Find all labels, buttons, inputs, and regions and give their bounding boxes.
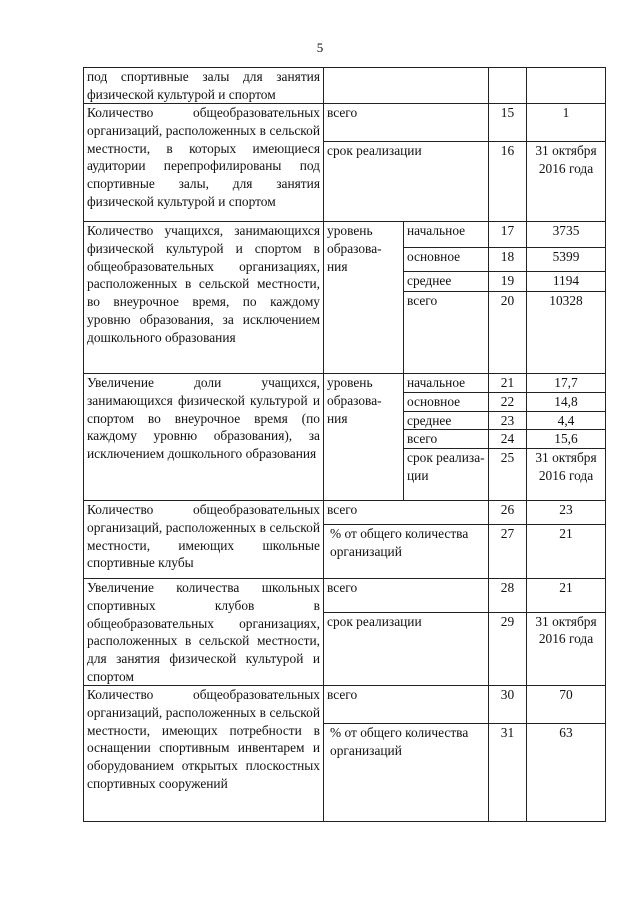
indicator-description: под спортивные залы для занятия физической культурой и спортом <box>84 68 324 104</box>
indicator-value: 23 <box>527 501 606 525</box>
row-number: 19 <box>489 272 527 292</box>
indicator-value: 5399 <box>527 248 606 272</box>
indicator-value: 15,6 <box>527 430 606 449</box>
indicator-label: всего <box>324 579 489 613</box>
row-number: 23 <box>489 411 527 430</box>
row-number: 27 <box>489 525 527 579</box>
indicator-label: основное <box>404 393 489 412</box>
indicator-value: 70 <box>527 686 606 724</box>
row-number: 28 <box>489 579 527 613</box>
indicator-label: % от общего количества организаций <box>324 724 489 822</box>
indicator-description: Количество общеобразовательных организаций, расположенных в сельской местности, имеющих школьные спортивные клубы <box>84 501 324 579</box>
indicator-label: всего <box>324 501 489 525</box>
row-number: 29 <box>489 612 527 686</box>
indicator-label: срок реализации <box>324 142 489 222</box>
indicator-value: 21 <box>527 525 606 579</box>
indicator-description: Увеличение количества школьных спортивных клубов в общеобразовательных организациях, расположенных в сельской местности, для занятия физической культурой и спортом <box>84 579 324 686</box>
indicator-label: срок реализа-ции <box>404 449 489 501</box>
row-number: 25 <box>489 449 527 501</box>
row-number: 17 <box>489 222 527 248</box>
table-row <box>84 501 606 525</box>
indicator-label: среднее <box>404 272 489 292</box>
table-row <box>84 374 606 393</box>
indicator-label: начальное <box>404 222 489 248</box>
indicator-label: всего <box>324 104 489 142</box>
indicator-value: 17,7 <box>527 374 606 393</box>
row-number: 18 <box>489 248 527 272</box>
indicator-description: Количество учащихся, занимающихся физической культурой и спортом в общеобразовательных организациях, расположенных в сельской местности, во внеурочное время, по каждому уровню образования, за исключением дошкольного образования <box>84 222 324 374</box>
row-number: 31 <box>489 724 527 822</box>
indicator-label: начальное <box>404 374 489 393</box>
indicator-value: 31 октября 2016 года <box>527 449 606 501</box>
table-row <box>84 686 606 724</box>
table-row <box>84 222 606 248</box>
row-number <box>489 68 527 104</box>
group-label: уровень образова-ния <box>324 374 404 501</box>
indicator-label <box>324 68 489 104</box>
row-number: 24 <box>489 430 527 449</box>
indicator-value: 4,4 <box>527 411 606 430</box>
table-row <box>84 579 606 613</box>
row-number: 26 <box>489 501 527 525</box>
indicator-value: 1194 <box>527 272 606 292</box>
table-row <box>84 104 606 142</box>
row-number: 15 <box>489 104 527 142</box>
row-number: 21 <box>489 374 527 393</box>
indicator-label: всего <box>324 686 489 724</box>
page-number: 5 <box>316 40 324 55</box>
indicators-table <box>83 67 606 822</box>
indicator-label: срок реализации <box>324 612 489 686</box>
indicator-label: всего <box>404 292 489 374</box>
indicator-value <box>527 68 606 104</box>
indicator-value: 31 октября 2016 года <box>527 142 606 222</box>
indicator-label: всего <box>404 430 489 449</box>
row-number: 16 <box>489 142 527 222</box>
indicator-description: Увеличение доли учащихся, занимающихся физической культурой и спортом во внеурочное время (по каждому уровню образования), за исключением дошкольного образования <box>84 374 324 501</box>
indicator-description: Количество общеобразовательных организаций, расположенных в сельской местности, в которых имеющиеся аудитории перепрофилированы под спортивные залы, для занятия физической культурой и спортом <box>84 104 324 222</box>
indicator-description: Количество общеобразовательных организаций, расположенных в сельской местности, имеющих потребности в оснащении спортивным инвентарем и оборудованием открытых плоскостных спортивных сооружений <box>84 686 324 822</box>
indicator-value: 1 <box>527 104 606 142</box>
row-number: 20 <box>489 292 527 374</box>
indicator-value: 14,8 <box>527 393 606 412</box>
indicator-label: среднее <box>404 411 489 430</box>
row-number: 30 <box>489 686 527 724</box>
indicator-value: 31 октября 2016 года <box>527 612 606 686</box>
indicator-value: 21 <box>527 579 606 613</box>
indicator-value: 63 <box>527 724 606 822</box>
table-row <box>84 68 606 104</box>
indicator-value: 3735 <box>527 222 606 248</box>
indicator-label: % от общего количества организаций <box>324 525 489 579</box>
indicator-label: основное <box>404 248 489 272</box>
row-number: 22 <box>489 393 527 412</box>
group-label: уровень образова-ния <box>324 222 404 374</box>
indicator-value: 10328 <box>527 292 606 374</box>
